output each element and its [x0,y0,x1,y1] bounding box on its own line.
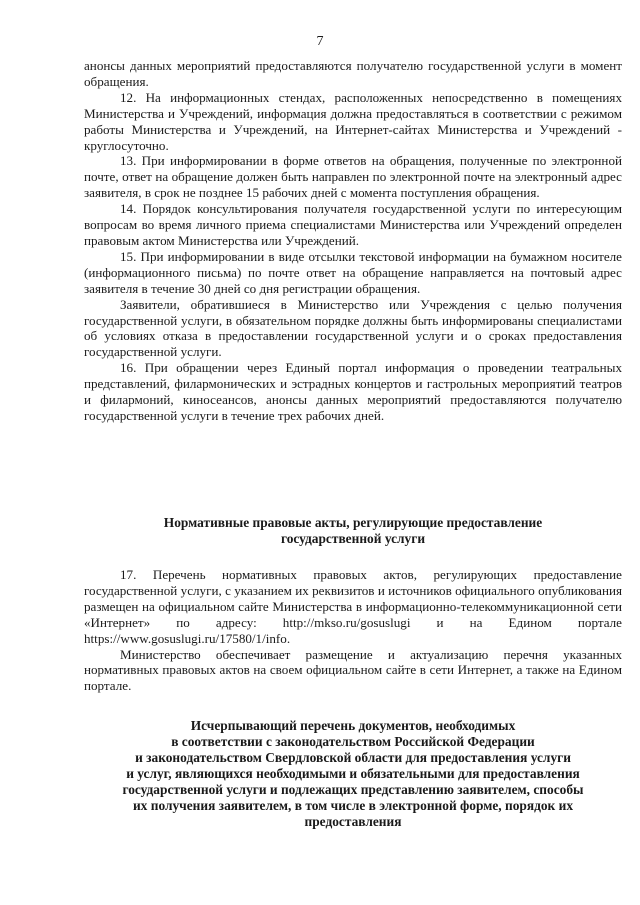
paragraph-applicants: Заявители, обратившиеся в Министерство или Учреждения с целью получения государственной услуги, в обязательном порядке должны быть информированы специалистами об условиях отказа в предоставлении государственной услуги и о сроках предоставления государственной услуги. [84,296,622,360]
paragraph-12: 12. На информационных стендах, расположенных непосредственно в помещениях Министерства и Учреждений, информация должна предоставляться в соответствии с режимом работы Министерства и Учреждений, на Интернет-сайтах Министерства и Учреждений - круглосуточно. [84,89,622,153]
paragraph-13: 13. При информировании в форме ответов на обращения, полученные по электронной почте, ответ на обращение должен быть направлен по электронной почте на электронный адрес заявителя, в срок не позднее 15 рабочих дней с момента поступления обращения. [84,153,622,201]
paragraph-17: 17. Перечень нормативных правовых актов, регулирующих предоставление государственной услуги, с указанием их реквизитов и источников официального опубликования размещен на официальном сайте Министерства в информационно-телекоммуникационной сети «Интернет» по адресу: http://mkso.ru/gosuslugi и на Едином портале https://www.gosuslugi.ru/17580/1/info. [84,567,622,646]
paragraph-continuation: анонсы данных мероприятий предоставляются получателю государственной услуги в момент обращения. [84,58,622,89]
body-text [84,58,622,424]
section-heading-documents [84,718,622,830]
heading-line: и законодательством Свердловской области для предоставления услуги [135,750,571,765]
page-number: 7 [316,34,324,49]
section-heading-legal-acts [84,515,622,547]
heading-line: Исчерпывающий перечень документов, необходимых [190,718,516,733]
paragraph-ministry-placement: Министерство обеспечивает размещение и актуализацию перечня указанных нормативных правовых актов на своем официальном сайте в сети Интернет, а также на Едином портале. [84,646,622,694]
heading-line: в соответствии с законодательством Российской Федерации [171,734,535,749]
paragraph-15: 15. При информировании в виде отсылки текстовой информации на бумажном носителе (информационного письма) по почте ответ на обращение направляется на почтовый адрес заявителя в течение 30 дней со дня регистрации обращения. [84,248,622,296]
heading-line: предоставления [304,814,402,829]
heading-line: и услуг, являющихся необходимыми и обязательными для предоставления [126,766,580,781]
section-17 [84,567,622,694]
heading-line: Нормативные правовые акты, регулирующие предоставление [163,515,543,530]
paragraph-16: 16. При обращении через Единый портал информация о проведении театральных представлений, филармонических и эстрадных концертов и гастрольных мероприятий театров и филармоний, киносеансов, анонсы данных мероприятий предоставляются получателю государственной услуги в течение трех рабочих дней. [84,360,622,423]
heading-line: государственной услуги и подлежащих представлению заявителем, способы [122,782,584,797]
heading-line: их получения заявителем, в том числе в электронной форме, порядок их [132,798,574,813]
heading-line: государственной услуги [280,531,426,546]
paragraph-14: 14. Порядок консультирования получателя государственной услуги по интересующим вопросам во время личного приема специалистами Министерства или Учреждений определен правовым актом Министерства или Учреждений. [84,201,622,248]
